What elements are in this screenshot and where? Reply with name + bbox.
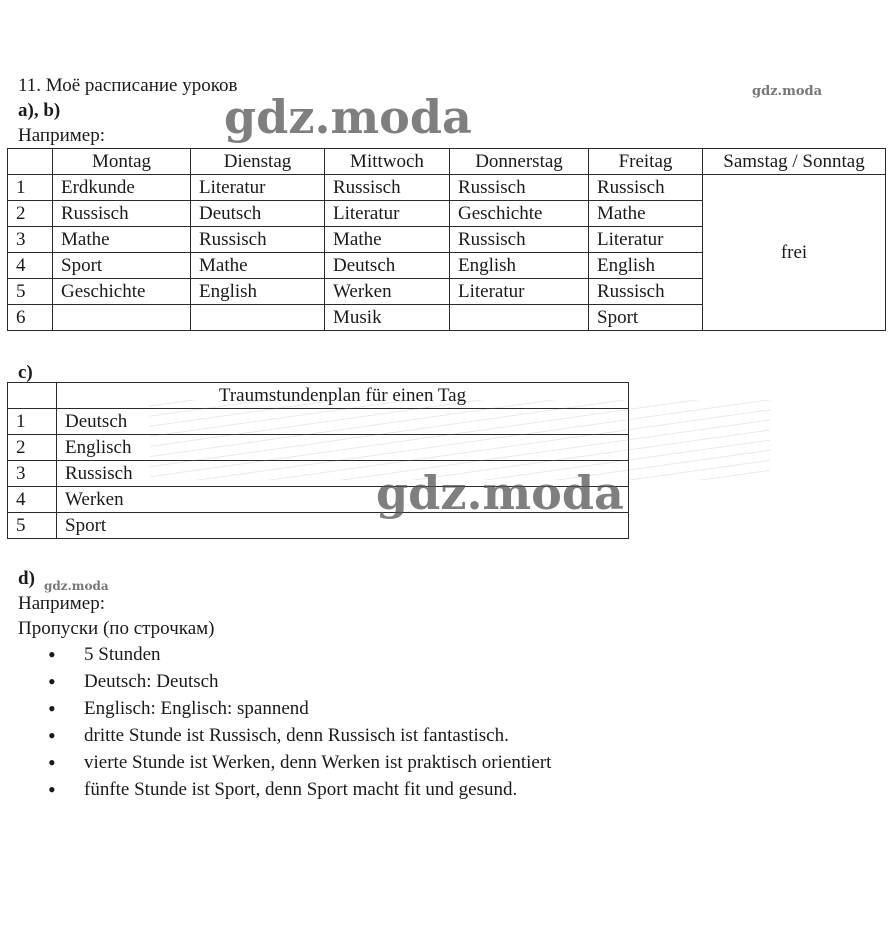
dream-header-row <box>8 383 629 409</box>
table-cell: Erdkunde <box>53 175 191 201</box>
table-row <box>8 175 886 201</box>
header-cell: Montag <box>53 149 191 175</box>
table-cell: Mathe <box>325 227 450 253</box>
table-cell: Geschichte <box>450 201 589 227</box>
table-cell <box>450 305 589 331</box>
header-cell: Mittwoch <box>325 149 450 175</box>
dream-table-title: Traumstundenplan für einen Tag <box>57 383 629 409</box>
table-cell: English <box>589 253 703 279</box>
table-cell: Werken <box>325 279 450 305</box>
part-d-label: d) <box>18 568 35 589</box>
table-cell <box>191 305 325 331</box>
answer-list <box>18 641 551 803</box>
row-number: 1 <box>8 409 57 435</box>
list-item: • dritte Stunde ist Russisch, denn Russisch ist fantastisch. <box>18 722 551 749</box>
table-cell: Russisch <box>325 175 450 201</box>
table-cell <box>53 305 191 331</box>
header-cell <box>8 383 57 409</box>
table-cell: Deutsch <box>325 253 450 279</box>
table-cell: English <box>191 279 325 305</box>
header-cell <box>8 149 53 175</box>
part-ab-label: a), b) <box>18 100 61 121</box>
list-item: • fünfte Stunde ist Sport, denn Sport macht fit und gesund. <box>18 776 551 803</box>
table-cell: Sport <box>53 253 191 279</box>
table-cell: English <box>450 253 589 279</box>
example-label: Например: <box>18 125 105 146</box>
table-cell: Deutsch <box>57 409 629 435</box>
table-cell: Russisch <box>589 175 703 201</box>
table-cell: Russisch <box>450 175 589 201</box>
watermark-small-bottom: gdz.moda <box>44 579 109 593</box>
row-number: 3 <box>8 227 53 253</box>
row-number: 2 <box>8 435 57 461</box>
row-number: 5 <box>8 513 57 539</box>
list-item: • Deutsch: Deutsch <box>18 668 551 695</box>
table-cell: Musik <box>325 305 450 331</box>
header-cell: Samstag / Sonntag <box>703 149 886 175</box>
table-cell: Mathe <box>191 253 325 279</box>
row-number: 4 <box>8 487 57 513</box>
table-cell: Mathe <box>589 201 703 227</box>
table-cell: Literatur <box>191 175 325 201</box>
table-cell: Werken <box>57 487 629 513</box>
table-cell: Russisch <box>589 279 703 305</box>
table-cell: Sport <box>57 513 629 539</box>
row-number: 5 <box>8 279 53 305</box>
header-cell: Donnerstag <box>450 149 589 175</box>
schedule-header-row <box>8 149 886 175</box>
weekend-cell: frei <box>703 175 886 331</box>
table-cell: Russisch <box>57 461 629 487</box>
list-item: • 5 Stunden <box>18 641 551 668</box>
gaps-label: Пропуски (по строчкам) <box>18 618 215 639</box>
table-cell: Literatur <box>325 201 450 227</box>
table-cell: Sport <box>589 305 703 331</box>
list-item: • vierte Stunde ist Werken, denn Werken ist praktisch orientiert <box>18 749 551 776</box>
task-title: 11. Моё расписание уроков <box>18 75 238 96</box>
row-number: 3 <box>8 461 57 487</box>
schedule-table <box>7 148 886 331</box>
table-row <box>8 409 629 435</box>
table-cell: Russisch <box>53 201 191 227</box>
table-cell: Literatur <box>589 227 703 253</box>
row-number: 2 <box>8 201 53 227</box>
table-cell: Geschichte <box>53 279 191 305</box>
watermark-big-middle: gdz.moda <box>376 466 624 520</box>
table-row <box>8 435 629 461</box>
watermark-big-top: gdz.moda <box>224 90 472 144</box>
row-number: 1 <box>8 175 53 201</box>
row-number: 6 <box>8 305 53 331</box>
table-cell: Russisch <box>191 227 325 253</box>
table-cell: Deutsch <box>191 201 325 227</box>
table-cell: Russisch <box>450 227 589 253</box>
table-cell: Englisch <box>57 435 629 461</box>
part-c-label: c) <box>18 362 33 383</box>
example-label-d: Например: <box>18 593 105 614</box>
table-cell: Mathe <box>53 227 191 253</box>
row-number: 4 <box>8 253 53 279</box>
header-cell: Freitag <box>589 149 703 175</box>
watermark-small-top: gdz.moda <box>752 84 823 99</box>
header-cell: Dienstag <box>191 149 325 175</box>
table-cell: Literatur <box>450 279 589 305</box>
list-item: • Englisch: Englisch: spannend <box>18 695 551 722</box>
